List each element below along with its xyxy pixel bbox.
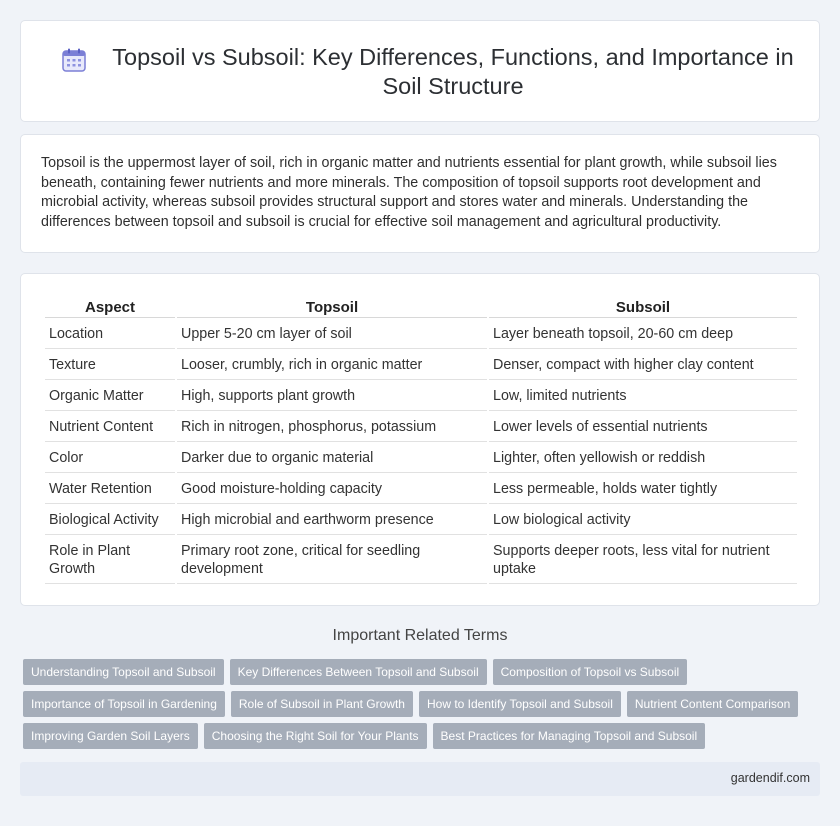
row-aspect: Water Retention bbox=[45, 473, 175, 504]
row-subsoil: Low biological activity bbox=[489, 504, 797, 535]
row-subsoil: Denser, compact with higher clay content bbox=[489, 349, 797, 380]
row-aspect: Location bbox=[45, 318, 175, 349]
row-topsoil: Darker due to organic material bbox=[177, 442, 487, 473]
row-topsoil: Looser, crumbly, rich in organic matter bbox=[177, 349, 487, 380]
related-term-tag[interactable]: Key Differences Between Topsoil and Subsoil bbox=[230, 659, 487, 685]
row-topsoil: High, supports plant growth bbox=[177, 380, 487, 411]
related-term-tag[interactable]: Role of Subsoil in Plant Growth bbox=[231, 691, 413, 717]
related-term-tag[interactable]: Improving Garden Soil Layers bbox=[23, 723, 198, 749]
row-subsoil: Supports deeper roots, less vital for nutrient uptake bbox=[489, 535, 797, 584]
page-title: Topsoil vs Subsoil: Key Differences, Functions, and Importance in Soil Structure bbox=[112, 44, 794, 99]
row-topsoil: Rich in nitrogen, phosphorus, potassium bbox=[177, 411, 487, 442]
intro-card bbox=[20, 134, 820, 253]
related-term-tag[interactable]: Nutrient Content Comparison bbox=[627, 691, 798, 717]
header-card bbox=[20, 20, 820, 122]
row-aspect: Nutrient Content bbox=[45, 411, 175, 442]
table-row bbox=[45, 380, 797, 411]
table-row bbox=[45, 535, 797, 584]
row-aspect: Color bbox=[45, 442, 175, 473]
row-topsoil: Primary root zone, critical for seedling development bbox=[177, 535, 487, 584]
related-term-tag[interactable]: Composition of Topsoil vs Subsoil bbox=[493, 659, 688, 685]
table-row bbox=[45, 442, 797, 473]
row-aspect: Organic Matter bbox=[45, 380, 175, 411]
header-aspect: Aspect bbox=[45, 296, 175, 318]
header-subsoil: Subsoil bbox=[489, 296, 797, 318]
row-subsoil: Lighter, often yellowish or reddish bbox=[489, 442, 797, 473]
row-aspect: Role in Plant Growth bbox=[45, 535, 175, 584]
related-term-tag[interactable]: Importance of Topsoil in Gardening bbox=[23, 691, 225, 717]
row-topsoil: Good moisture-holding capacity bbox=[177, 473, 487, 504]
calendar-icon bbox=[61, 47, 87, 73]
row-topsoil: Upper 5-20 cm layer of soil bbox=[177, 318, 487, 349]
related-term-tag[interactable]: How to Identify Topsoil and Subsoil bbox=[419, 691, 621, 717]
related-term-tag[interactable]: Understanding Topsoil and Subsoil bbox=[23, 659, 224, 685]
footer-brand[interactable]: gardendif.com bbox=[730, 771, 810, 785]
table-row bbox=[45, 349, 797, 380]
row-subsoil: Low, limited nutrients bbox=[489, 380, 797, 411]
comparison-table bbox=[43, 296, 799, 584]
table-row bbox=[45, 504, 797, 535]
table-row bbox=[45, 411, 797, 442]
table-row bbox=[45, 318, 797, 349]
table-header-row bbox=[45, 296, 797, 318]
row-aspect: Biological Activity bbox=[45, 504, 175, 535]
row-subsoil: Lower levels of essential nutrients bbox=[489, 411, 797, 442]
related-term-tag[interactable]: Best Practices for Managing Topsoil and Subsoil bbox=[433, 723, 706, 749]
footer-bar bbox=[20, 762, 820, 796]
row-topsoil: High microbial and earthworm presence bbox=[177, 504, 487, 535]
related-terms-title: Important Related Terms bbox=[332, 627, 508, 644]
row-subsoil: Layer beneath topsoil, 20-60 cm deep bbox=[489, 318, 797, 349]
table-row bbox=[45, 473, 797, 504]
comparison-card bbox=[20, 273, 820, 606]
intro-paragraph: Topsoil is the uppermost layer of soil, rich in organic matter and nutrients essential for plant growth, while subsoil lies beneath, containing fewer nutrients and more minerals. The composition of topsoil supports root development and microbial activity, whereas subsoil provides structural support and stores water and minerals. Understanding the differences between topsoil and subsoil is crucial for effective soil management and agricultural productivity. bbox=[41, 155, 777, 230]
related-term-tag[interactable]: Choosing the Right Soil for Your Plants bbox=[204, 723, 427, 749]
header-topsoil: Topsoil bbox=[177, 296, 487, 318]
row-aspect: Texture bbox=[45, 349, 175, 380]
related-terms-list bbox=[23, 659, 813, 755]
row-subsoil: Less permeable, holds water tightly bbox=[489, 473, 797, 504]
